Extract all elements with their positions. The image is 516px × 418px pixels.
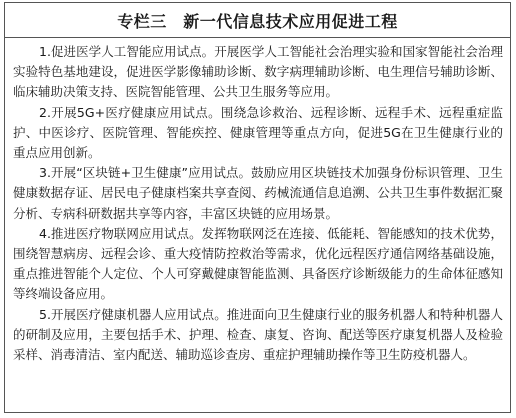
box-body	[5, 38, 510, 365]
box-header	[5, 3, 510, 38]
item-5g-pilot: 2.开展5G+医疗健康应用试点。围绕急诊救治、远程诊断、远程手术、远程重症监护、中医诊疗、医院管理、智能疾控、健康管理等重点方向，促进5G在卫生健康行业的重点应用创新。	[13, 104, 503, 161]
item-ai-pilot: 1.促进医学人工智能应用试点。开展医学人工智能社会治理实验和国家智能社会治理实验特色基地建设，促进医学影像辅助诊断、数字病理辅助诊断、电生理信号辅助诊断、临床辅助决策支持、医院智能管理、公共卫生服务等应用。	[13, 44, 503, 100]
box-title: 专栏三 新一代信息技术应用促进工程	[117, 11, 398, 31]
feature-box	[4, 2, 511, 413]
item-robot-pilot: 5.开展医疗健康机器人应用试点。推进面向卫生健康行业的服务机器人和特种机器人的研制及应用，主要包括手术、护理、检查、康复、咨询、配送等医疗康复机器人及检验采样、消毒清洁、室内配送、辅助巡诊查房、重症护理辅助操作等卫生防疫机器人。	[13, 306, 503, 363]
item-blockchain-pilot: 3.开展“区块链+卫生健康”应用试点。鼓励应用区块链技术加强身份标识管理、卫生健康数据存证、居民电子健康档案共享查阅、药械流通信息追溯、公共卫生事件数据汇聚分析、专病科研数据共享等内容，丰富区块链的应用场景。	[13, 165, 503, 221]
item-iot-pilot: 4.推进医疗物联网应用试点。发挥物联网泛在连接、低能耗、智能感知的技术优势，围绕智慧病房、远程会诊、重大疫情防控救治等需求，优化远程医疗通信网络基础设施，重点推进智能个人定位、个人可穿戴健康智能监测、具备医疗诊断级能力的生命体征感知等终端设备应用。	[13, 225, 503, 302]
